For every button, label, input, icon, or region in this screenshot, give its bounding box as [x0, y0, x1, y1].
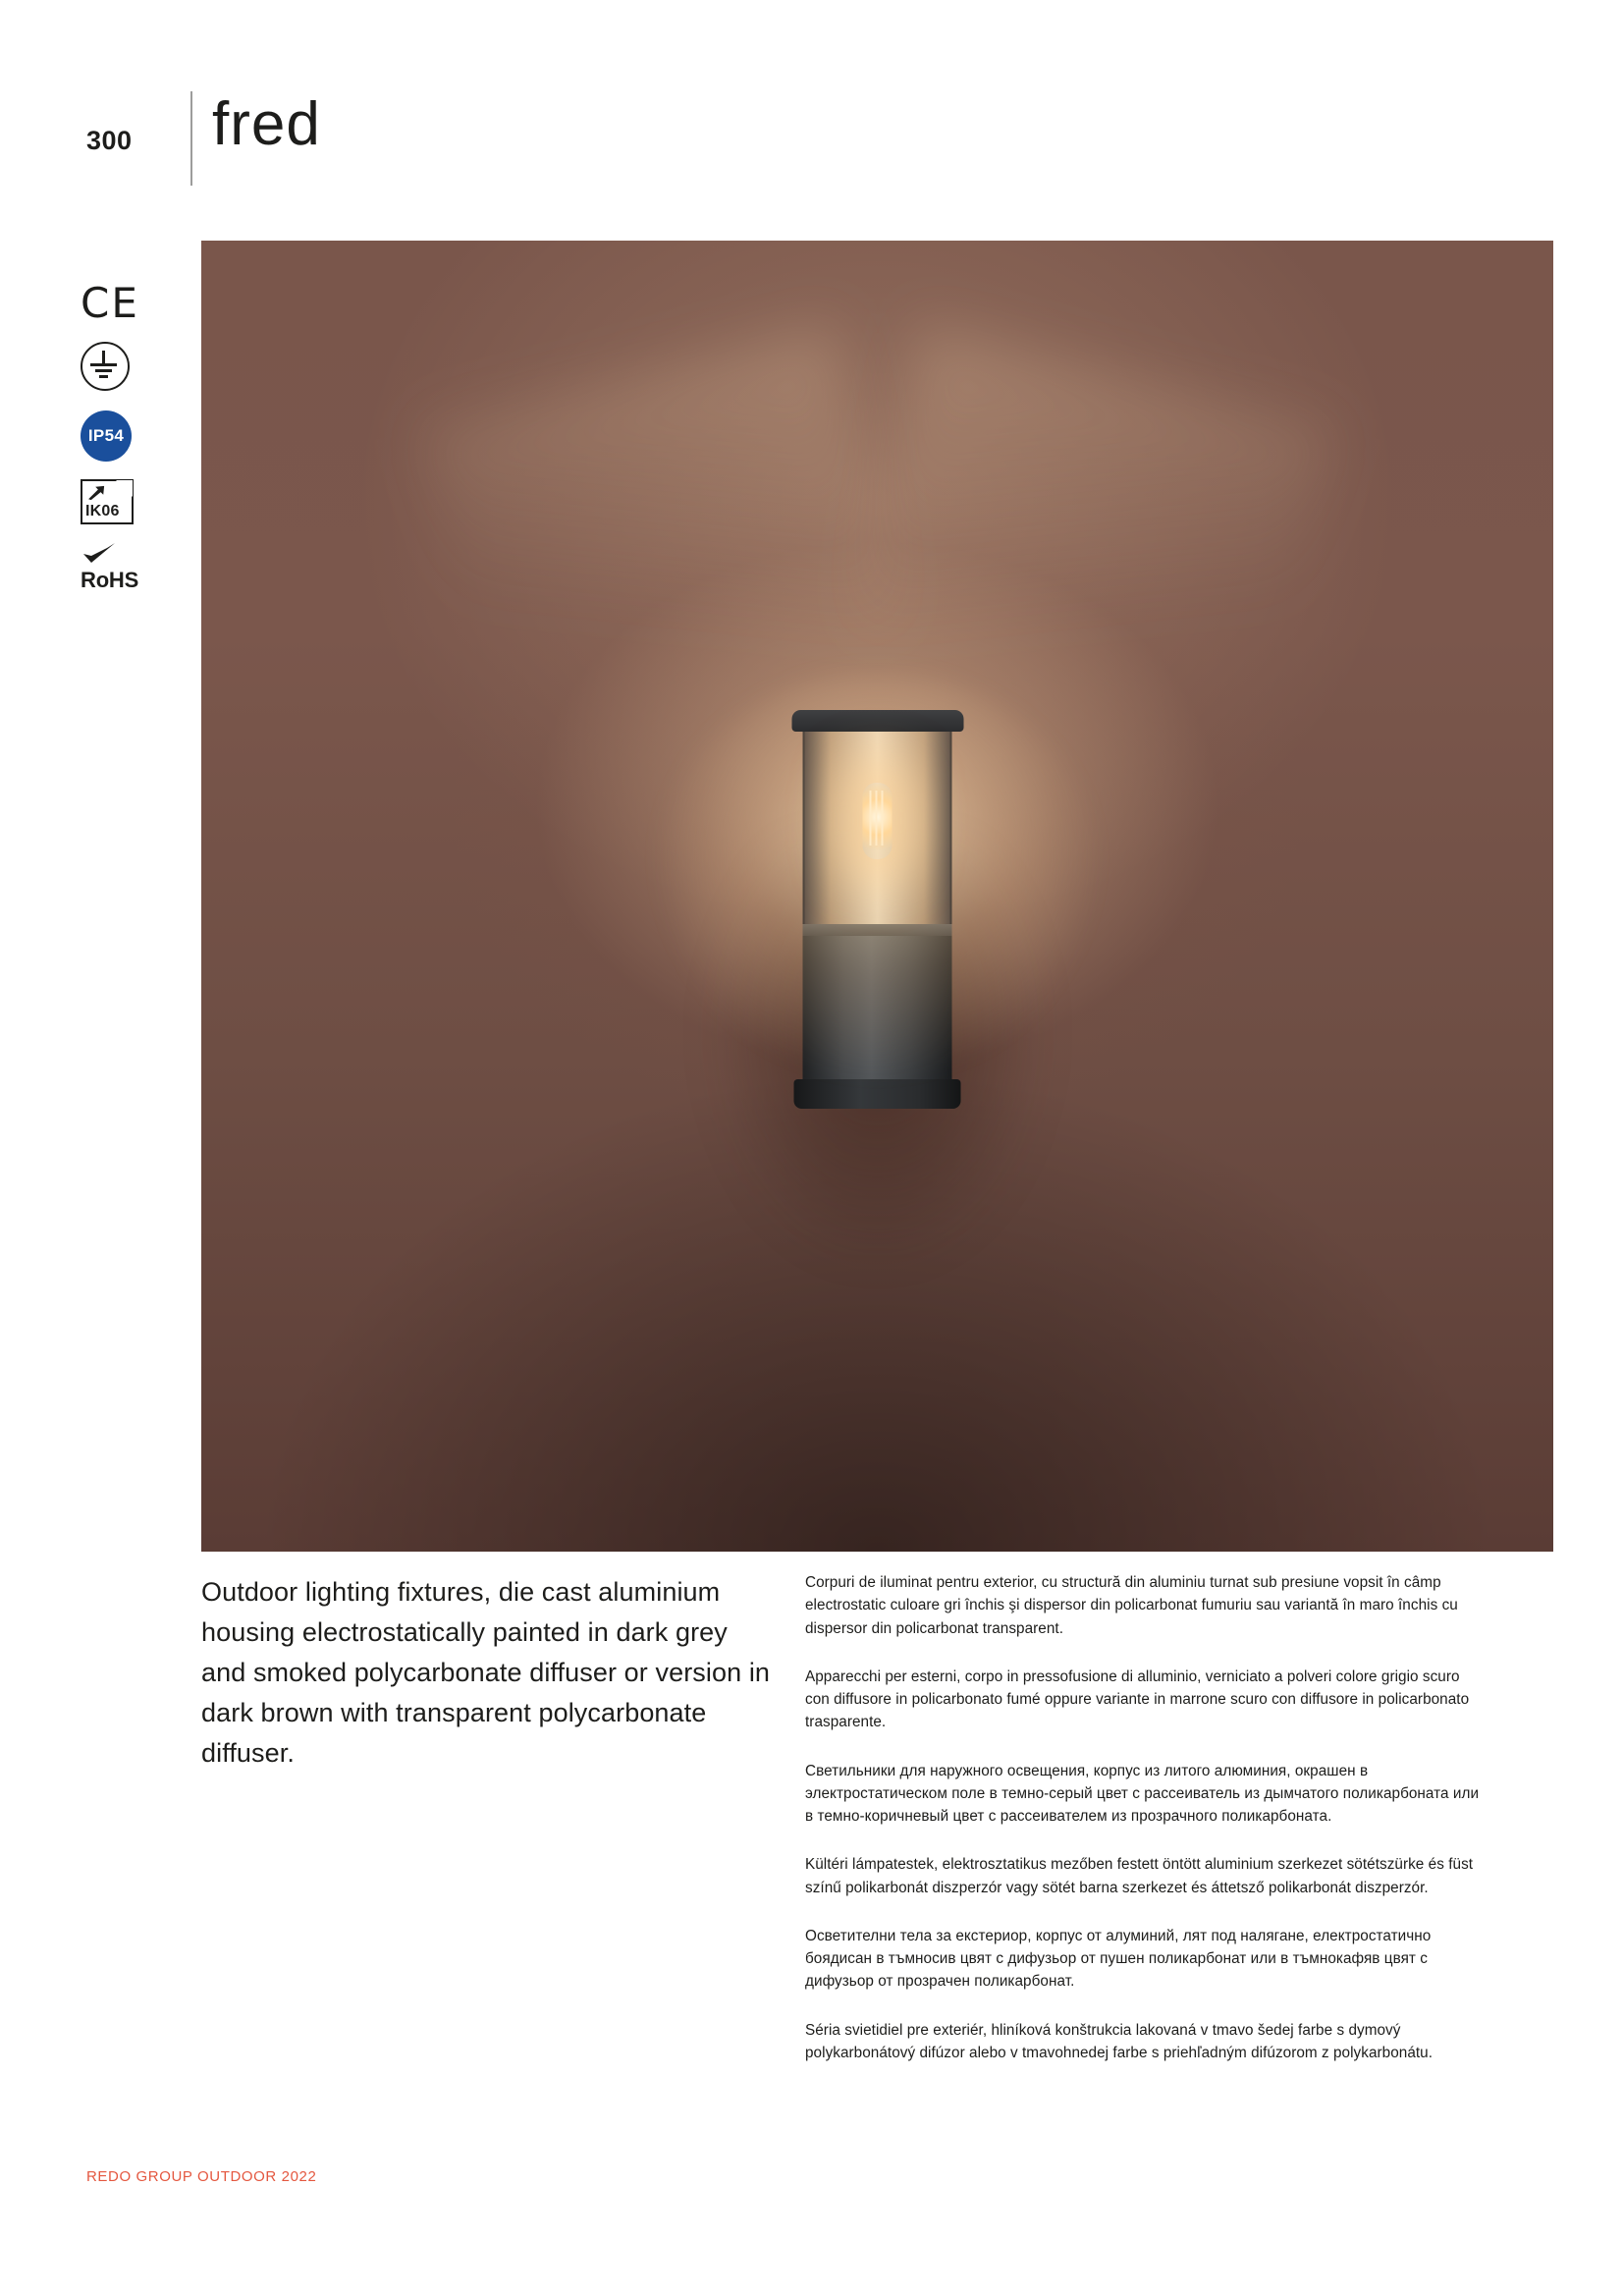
description-english: Outdoor lighting fixtures, die cast aluminium housing electrostatically painted in dark grey and smoked polycarbonate diffuser or version in dark brown with transparent polycarbonate diffuser.: [201, 1577, 771, 1769]
class-i-earth-icon: [81, 342, 169, 393]
description-it: Apparecchi per esterni, corpo in pressofusione di alluminio, verniciato a polveri colore grigio scuro con diffusore in policarbonato fumé oppure variante in marrone scuro con diffusore in policarbonato trasparente.: [805, 1667, 1470, 1731]
page-number: 300: [86, 126, 133, 155]
check-arrow-icon: [82, 542, 116, 564]
ce-mark-icon: [81, 279, 169, 327]
page-title: fred: [212, 90, 321, 158]
ik-rating-label: IK06: [85, 503, 120, 519]
product-photo: [201, 241, 1553, 1552]
filament-icon: [870, 791, 886, 846]
ik-rating-icon: [81, 479, 169, 524]
description-bg: Осветителни тела за екстериор, корпус от алуминий, лят под налягане, електростатично боядисан в тъмносив цвят с дифузьор от пушен поликарбонат или в тъмнокафяв цвят с дифузьор от прозрачен поликарбонат.: [805, 1927, 1432, 1991]
ce-mark-label: CE: [81, 279, 139, 327]
wall-lamp: [791, 710, 963, 1109]
certification-icons: [81, 279, 169, 609]
ip-rating-icon: [81, 410, 169, 462]
header-divider: [190, 91, 192, 186]
description-translations: [805, 1571, 1483, 2090]
description-sk: Séria svietidiel pre exteriér, hliníková konštrukcia lakovaná v tmavo šedej farbe s dymový polykarbonátový difúzor alebo v tmavohnedej farbe s priehľadným difúzorom z polykarbonátu.: [805, 2021, 1434, 2061]
description-ro: Corpuri de iluminat pentru exterior, cu structură din aluminiu turnat sub presiune vopsit în câmp electrostatic culoare gri închis şi dispersor din policarbonat fumuriu sau variantă în maro închis cu dispersor din policarbonat transparent.: [805, 1574, 1458, 1637]
lamp-top-cap: [791, 710, 963, 732]
hammer-icon: [86, 485, 108, 501]
footer-text: REDO GROUP OUTDOOR 2022: [86, 2168, 317, 2185]
description-ru: Светильники для наружного освещения, корпус из литого алюминия, окрашен в электростатическом поле в темно-серый цвет с рассеиватель из дымчатого поликарбоната или в темно-коричневый цвет с рассеивателем из прозрачного поликарбоната.: [805, 1762, 1480, 1825]
lamp-diffuser: [803, 732, 952, 924]
lamp-base: [794, 1079, 961, 1109]
description-hu: Kültéri lámpatestek, elektrosztatikus mezőben festett öntött aluminium szerkezet sötétszürke és füst színű polikarbonát diszperzór vagy sötét barna szerkezet és áttetsző polikarbonát diszperzór.: [805, 1856, 1474, 1896]
ip-rating-label: IP54: [81, 410, 132, 462]
rohs-icon: [81, 542, 149, 591]
rohs-label: RoHS: [81, 568, 139, 592]
